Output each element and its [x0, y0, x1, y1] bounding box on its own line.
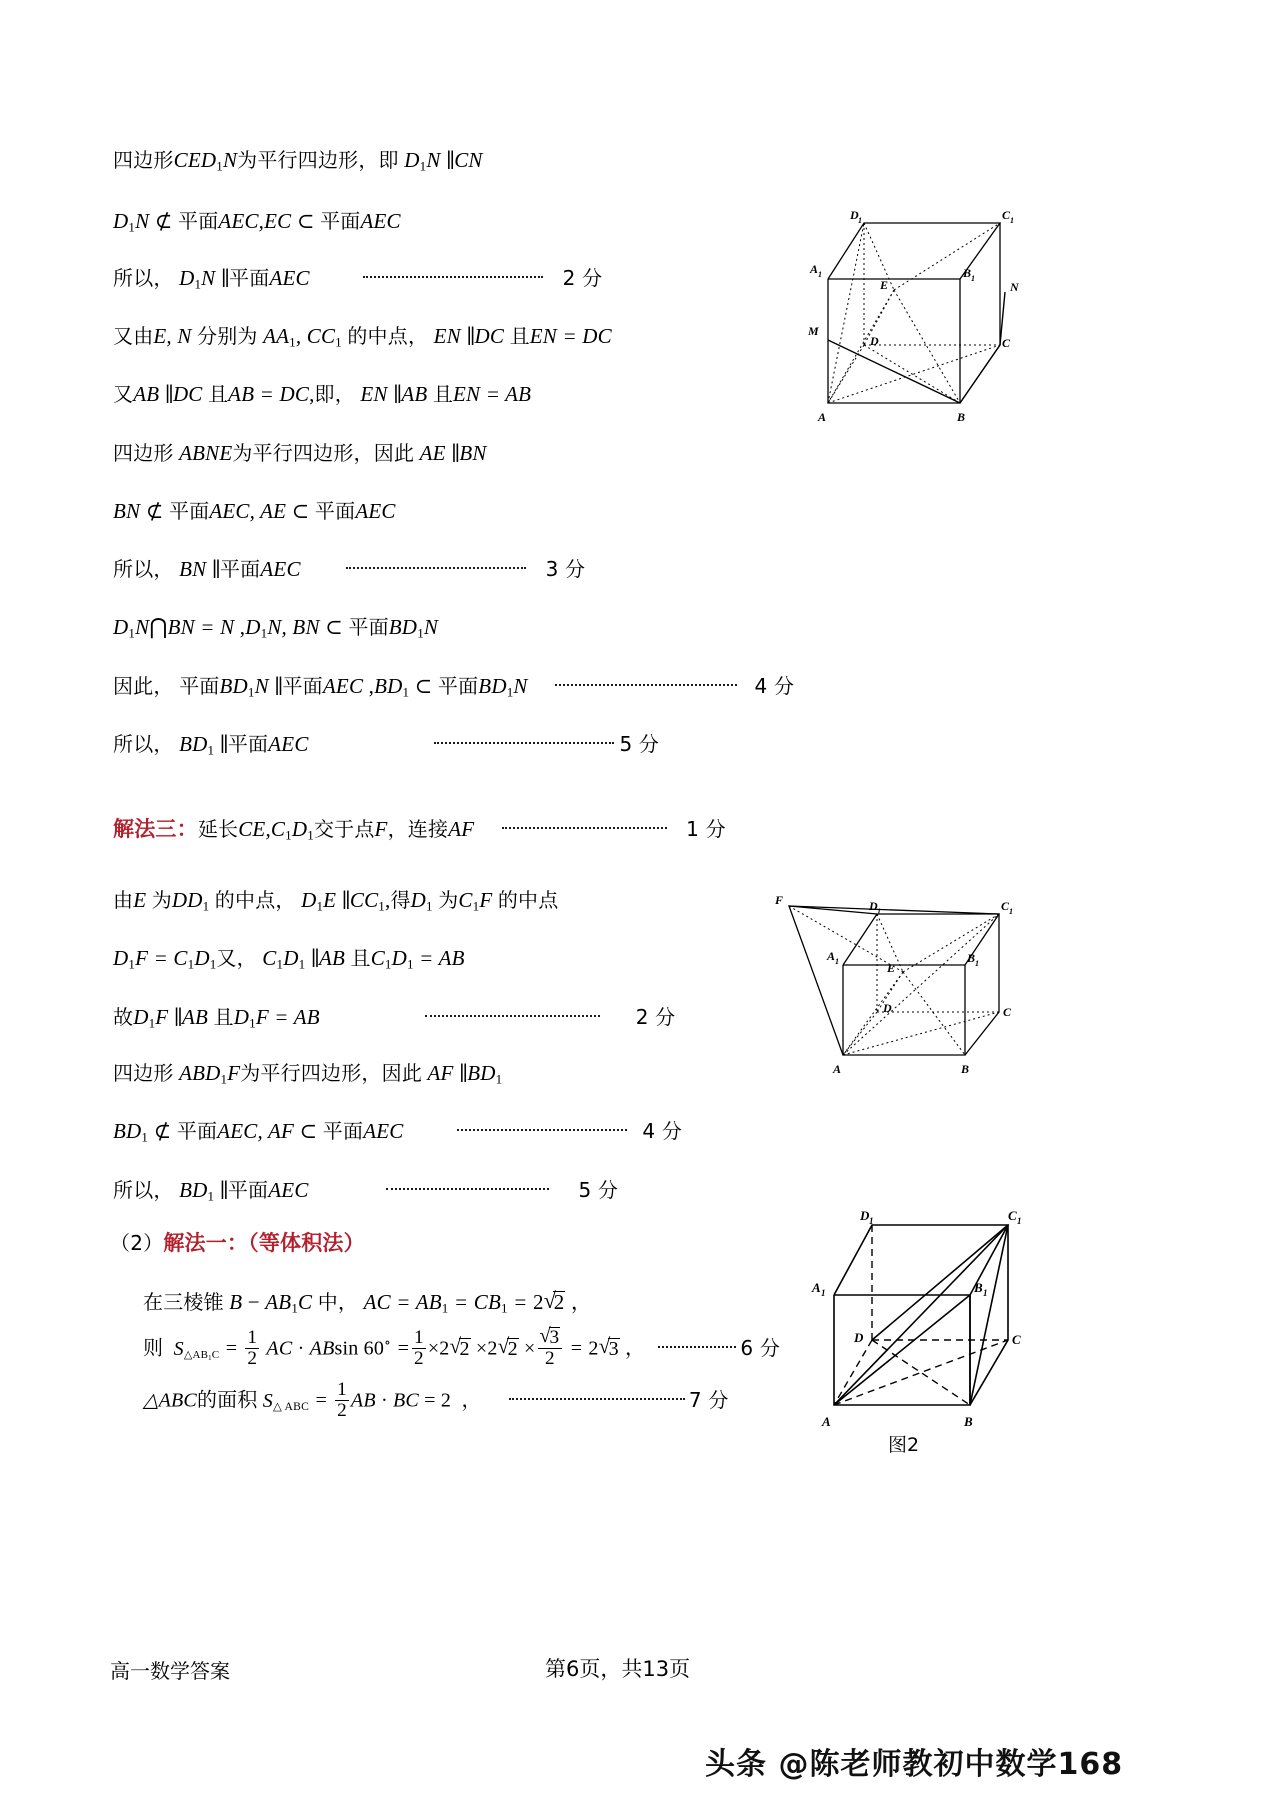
svg-text:1: 1 [818, 270, 822, 279]
svg-text:1: 1 [983, 1288, 988, 1298]
method-3-label: 解法三： [113, 817, 198, 841]
proof-line-16: 四边形 $ABD_1F$为平行四边形，因此 AF $\parallel BD_1$ [113, 1061, 503, 1087]
svg-text:1: 1 [1009, 907, 1013, 916]
vertex-label-D-2: D [883, 1001, 892, 1015]
vertex-label-C1-3: C [1008, 1208, 1017, 1223]
proof-line-14: $D_1F = C_1D_1$又， $C_1D_1$ ∥AB 且$C_1D_1$ = AB [113, 946, 465, 972]
proof-line-1: 四边形$CED_1N$为平行四边形，即 $D_1N$ ∥CN [113, 148, 483, 174]
score-3: 3 分 [545, 557, 586, 581]
part2-line-2: 则 $S_{\triangle AB_1C}$ = $\frac{1}{2}$ AC · ABsin 60∘ = $\frac{1}{2}$ ×2 √ 2 ×2 √ 2 × √ $\frac{3}{2}$ = 2 √ 3 ， 6 分 [143, 1327, 780, 1369]
score-5: 5 分 [619, 732, 660, 756]
svg-text:1: 1 [858, 216, 862, 225]
vertex-label-D1-2: D [869, 899, 878, 913]
vertex-label-D-3: D [854, 1330, 864, 1345]
svg-text:1: 1 [975, 959, 979, 968]
vertex-label-B1-2: B [967, 951, 976, 965]
leader-dots [434, 741, 614, 744]
proof-line-13: 由E 为$DD_1$ 的中点， $D_1E$ $\parallel CC_1$,得$D_1$ 为$C_1F$ 的中点 [113, 888, 559, 914]
vertex-label-A1-3: A [812, 1280, 821, 1295]
proof-line-4: 又由E, N 分别为 $AA_1$, $CC_1$ 的中点， EN ∥DC 且EN = DC [113, 324, 612, 350]
score-6: 6 分 [740, 1335, 781, 1360]
fraction-one-half: $\frac{1}{2}$ [247, 1327, 258, 1369]
vertex-label-A-2: A [833, 1062, 842, 1076]
vertex-label-A: A [818, 410, 827, 424]
vertex-label-B-2: B [961, 1062, 970, 1076]
watermark-text: 头条 @陈老师教初中数学168 [705, 1747, 1124, 1782]
vertex-label-A1-2: A [827, 949, 836, 963]
vertex-label-A-3: A [822, 1414, 831, 1429]
part2-line-1: 在三棱锥 $B - AB_1C$ 中， AC = $AB_1 = CB_1 = 2$ √ 2 ， [143, 1291, 592, 1315]
leader-dots [425, 1014, 600, 1017]
svg-text:1: 1 [877, 907, 881, 916]
score-5b: 5 分 [578, 1178, 619, 1202]
svg-text:1: 1 [1017, 1216, 1022, 1226]
proof-line-7: BN ⊄ 平面AEC, AE ⊂ 平面AEC [113, 499, 396, 523]
vertex-label-C1-2: C [1001, 899, 1010, 913]
proof-line-15: 故$D_1F$ ∥AB 且$D_1F$ = AB 2 分 [113, 1005, 676, 1031]
vertex-label-B-3: B [964, 1414, 973, 1429]
figure-cube-3 [800, 1190, 1060, 1456]
cube-diagram-2 [775, 870, 1055, 1080]
vertex-label-D1-3: D [860, 1208, 870, 1223]
proof-line-8: 所以， BN ∥平面AEC 3 分 [113, 557, 586, 581]
vertex-label-B1: B [963, 266, 972, 280]
proof-line-2: $D_1N$ ⊄ 平面AEC,EC ⊂ 平面AEC [113, 209, 401, 235]
part2-heading [110, 1233, 365, 1254]
svg-text:1: 1 [869, 1216, 874, 1226]
leader-dots [509, 1397, 685, 1400]
proof-line-18: 所以， $BD_1$ ∥平面AEC 5 分 [113, 1178, 619, 1204]
proof-line-5: 又AB ∥DC 且AB = DC,即， EN ∥AB 且EN = AB [113, 382, 532, 406]
fraction-sqrt3-over-2: √ $\frac{3}{2}$ [538, 1327, 563, 1369]
part2-line-3: △ABC的面积 $S_{\triangle ABC}$ = $\frac{1}{2}$ AB · BC = 2 ， 7 分 [143, 1379, 729, 1421]
vertex-label-D: D [870, 334, 879, 348]
vertex-label-F: F [775, 893, 784, 907]
leader-dots [386, 1187, 549, 1190]
part2-method-label: 解法一：（等体积法） [163, 1231, 365, 1255]
figure-cube-2 [775, 870, 1055, 1085]
svg-text:1: 1 [821, 1288, 826, 1298]
score-4b: 4 分 [642, 1119, 683, 1143]
svg-text:1: 1 [1010, 216, 1014, 225]
leader-dots [502, 826, 667, 829]
cube-diagram-3 [800, 1190, 1060, 1440]
vertex-label-N: N [1010, 280, 1019, 294]
figure-cube-1 [800, 195, 1060, 430]
leader-dots [363, 275, 543, 278]
vertex-label-C-2: C [1003, 1005, 1012, 1019]
score-7: 7 分 [688, 1387, 729, 1412]
svg-text:1: 1 [971, 274, 975, 283]
fraction-one-half-2: $\frac{1}{2}$ [414, 1327, 424, 1369]
vertex-label-D1: D [850, 208, 859, 222]
proof-line-6: 四边形 ABNE为平行四边形，因此 AE ∥BN [113, 441, 487, 465]
svg-text:1: 1 [835, 957, 839, 966]
vertex-label-C1: C [1002, 208, 1011, 222]
vertex-label-C-3: C [1012, 1332, 1021, 1347]
proof-line-9: $D_1N⋂BN = N$ $,D_1N$, BN ⊂ 平面$BD_1N$ [113, 614, 439, 641]
figure-3-caption: 图2 [888, 1434, 920, 1456]
leader-dots [555, 683, 737, 686]
score-2: 2 分 [562, 266, 603, 290]
leader-dots [346, 566, 526, 569]
vertex-label-C: C [1002, 336, 1011, 350]
score-4: 4 分 [754, 674, 795, 698]
footer-subject: 高一数学答案 [110, 1659, 230, 1683]
vertex-label-E-2: E [887, 961, 896, 975]
leader-dots [658, 1345, 736, 1348]
fraction-one-half-3: $\frac{1}{2}$ [337, 1379, 347, 1421]
part2-number: （2） [110, 1231, 164, 1255]
score-2b: 2 分 [635, 1005, 676, 1029]
vertex-label-E: E [880, 278, 889, 292]
cube-diagram-1 [800, 195, 1060, 425]
proof-line-method3: 解法三：延长$CE,C_1D_1$交于点F，连接AF 1 分 [113, 817, 726, 843]
score-1: 1 分 [686, 817, 726, 841]
leader-dots [457, 1128, 627, 1131]
proof-line-17: $BD_1$ ⊄ 平面AEC, AF ⊂ 平面AEC 4 分 [113, 1119, 683, 1145]
proof-line-11: 所以， $BD_1$ ∥平面AEC 5 分 [113, 732, 660, 758]
proof-line-3: 所以， $D_1N$ ∥平面AEC 2 分 [113, 266, 603, 292]
sqrt-2: √ 2 [544, 1291, 566, 1313]
vertex-label-B: B [957, 410, 966, 424]
vertex-label-A1: A [810, 262, 819, 276]
footer-page-number: 第6页，共13页 [545, 1657, 691, 1681]
proof-line-10: 因此， 平面$BD_1N$ ∥平面AEC $,BD_1$ ⊂ 平面$BD_1N$ 4 分 [113, 674, 795, 700]
vertex-label-B1-3: B [974, 1280, 983, 1295]
vertex-label-M: M [808, 324, 819, 338]
